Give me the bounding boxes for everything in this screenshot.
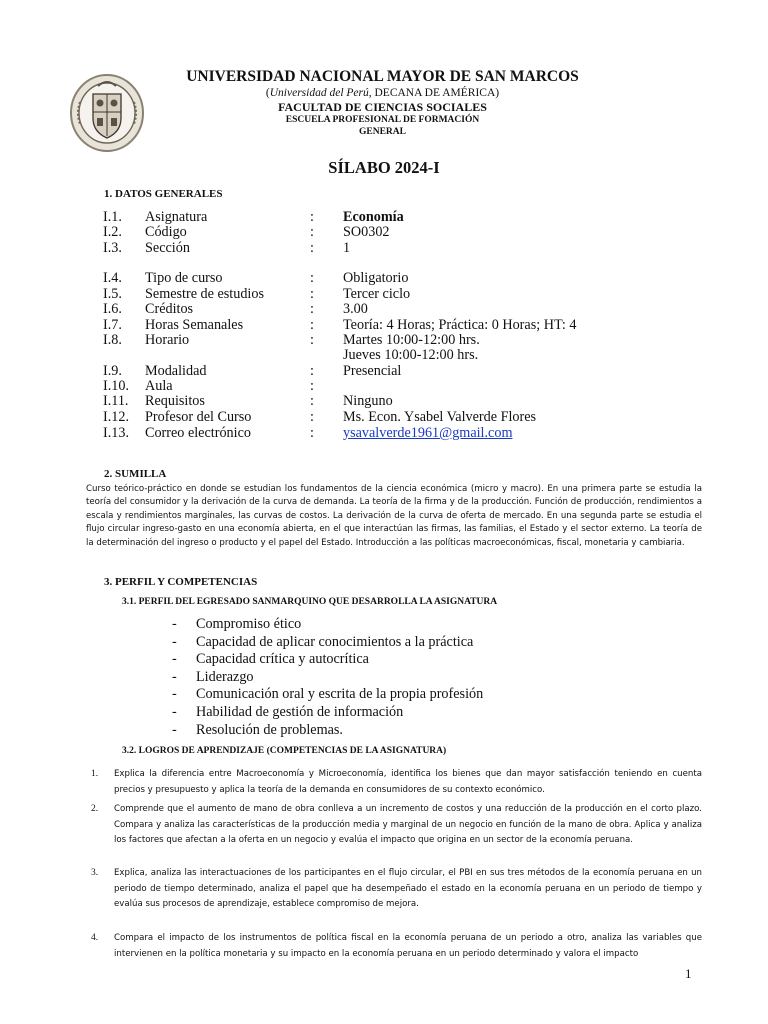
datos-row-label: Asignatura [145,209,208,225]
logro-number: 2. [91,804,99,814]
dash-bullet: - [172,668,177,685]
faculty-name: FACULTAD DE CIENCIAS SOCIALES [278,100,487,114]
datos-row-value: Ms. Econ. Ysabel Valverde Flores [343,409,537,425]
competencia-item [172,616,483,634]
competencia-item [172,686,483,704]
dash-bullet: - [172,651,177,668]
datos-row-colon: : [310,240,314,256]
datos-row-value: Teoría: 4 Horas; Práctica: 0 Horas; HT: 4 [343,317,577,333]
datos-row-number: I.7. [103,317,122,333]
logro-number: 3. [91,868,99,878]
datos-generales-heading: 1. DATOS GENERALES [104,188,223,200]
logro-number: 1. [91,769,99,779]
page-number: 1 [685,966,692,981]
datos-row-value: Economía [343,209,404,225]
datos-row-value: Tercer ciclo [343,286,411,302]
school-name-line2: GENERAL [359,127,406,137]
datos-row-label: Tipo de curso [145,270,223,286]
competencia-item [172,704,483,722]
datos-row-value: Presencial [343,363,402,379]
datos-row-value: SO0302 [343,224,390,240]
university-subtitle: (Universidad del Perú, DECANA DE AMÉRICA) [265,87,500,99]
datos-row-label: Horas Semanales [145,317,244,333]
datos-row-colon: : [310,409,314,425]
email-link[interactable]: ysavalverde1961@gmail.com [343,425,513,441]
datos-row-colon: : [310,332,314,348]
datos-row-number: I.8. [103,332,122,348]
datos-row-label: Correo electrónico [145,425,251,441]
datos-row-value: Ninguno [343,393,393,409]
datos-row-colon: : [310,224,314,240]
logro-text: Comprende que el aumento de mano de obra conlleva a un incremento de costos y una reducción de la producción en el corto plazo. Compara y analiza las características de la producción media y marginal de un negocio en función de la mano de obra. Aplica y analiza los factores que afectan a la oferta en un negocio y evalúa el impacto que origina en un sector de la economía peruana. [114,804,702,845]
datos-row-number: I.3. [103,240,122,256]
perfil-heading: 3. PERFIL Y COMPETENCIAS [104,576,258,588]
competencia-text: Comunicación oral y escrita de la propia profesión [196,686,484,703]
university-seal [68,72,146,154]
datos-row-label: Código [145,224,187,240]
syllabus-title: SÍLABO 2024-I [328,158,440,177]
dash-bullet: - [172,721,177,738]
datos-row-colon: : [310,393,314,409]
datos-row-label: Requisitos [145,393,205,409]
logro-number: 4. [91,933,99,943]
sumilla-heading: 2. SUMILLA [104,468,167,480]
datos-row-value: 3.00 [343,301,368,317]
datos-row-colon: : [310,425,314,441]
logro-text: Compara el impacto de los instrumentos de política fiscal en la economía peruana de un periodo a otro, analiza las variables que intervienen en la política monetaria y su impacto en la economía peruana en un periodo determinado y valora el impacto [114,933,702,959]
datos-row-colon: : [310,301,314,317]
datos-row-number: I.4. [103,270,122,286]
datos-row-number: I.5. [103,286,122,302]
university-name: UNIVERSIDAD NACIONAL MAYOR DE SAN MARCOS [186,68,579,85]
datos-row-label: Semestre de estudios [145,286,264,302]
datos-row-colon: : [310,270,314,286]
logros-subheading: 3.2. LOGROS DE APRENDIZAJE (COMPETENCIAS DE LA ASIGNATURA) [122,746,447,756]
datos-row-colon: : [310,378,314,394]
dash-bullet: - [172,633,177,650]
dash-bullet: - [172,686,177,703]
competencia-text: Capacidad crítica y autocrítica [196,651,369,668]
datos-row-label: Horario [145,332,190,348]
school-name-line1: ESCUELA PROFESIONAL DE FORMACIÓN [285,115,480,125]
competencia-item [172,722,483,740]
datos-row-number: I.6. [103,301,122,317]
datos-row-label: Profesor del Curso [145,409,252,425]
competencia-text: Compromiso ético [196,616,302,632]
competencia-item [172,669,483,687]
datos-row-label: Créditos [145,301,194,317]
datos-row-colon: : [310,209,314,225]
datos-row-colon: : [310,317,314,333]
dash-bullet: - [172,616,177,632]
competencias-list [172,616,483,739]
datos-row-colon: : [310,286,314,302]
perfil-egresado-subheading: 3.1. PERFIL DEL EGRESADO SANMARQUINO QUE DESARROLLA LA ASIGNATURA [122,597,498,607]
datos-row-number: I.2. [103,224,122,240]
dash-bullet: - [172,703,177,720]
datos-row-label: Sección [145,240,190,256]
datos-row-number: I.10. [103,378,130,394]
datos-row-number: I.9. [103,363,122,379]
datos-row-number: I.1. [103,209,122,225]
datos-row-colon: : [310,363,314,379]
competencia-text: Capacidad de aplicar conocimientos a la práctica [196,633,474,650]
competencia-item [172,634,483,652]
datos-row-value: 1 [343,240,351,256]
datos-row-number: I.12. [103,409,130,425]
datos-row-value: Jueves 10:00-12:00 hrs. [343,347,479,363]
datos-row-value: Obligatorio [343,270,409,286]
datos-row-number: I.11. [103,393,129,409]
competencia-text: Liderazgo [196,668,254,685]
competencia-text: Habilidad de gestión de información [196,703,404,720]
datos-row-label: Modalidad [145,363,207,379]
datos-row-label: Aula [145,378,173,394]
logro-text: Explica la diferencia entre Macroeconomía y Microeconomía, identifica los bienes que dan mayor satisfacción teniendo en cuenta precios y presupuesto y aplica la teoría de la demanda en consumidores de su contexto económico. [114,769,702,795]
competencia-text: Resolución de problemas. [196,721,343,738]
document-header [150,68,615,138]
sumilla-text: Curso teórico-práctico en donde se estudian los fundamentos de la ciencia económica (micro y macro). En una primera parte se estudia la teoría del consumidor y la derivación de la curva de demanda. La teoría de la firma y de la producción. Función de producción, rendimientos a escala y rendimientos marginales, las curvas de costos. La derivación de la curva de oferta de mercado. En una segunda parte se estudia el flujo circular ingreso-gasto en una economía abierta, en el que interactúan las firmas, las familias, el Estado y el sector externo. La teoría de la determinación del ingreso o producto y el papel del Estado. Introducción a las políticas macroeconómicas, fiscal, monetaria y cambiaria. [86,484,702,548]
logro-text: Explica, analiza las interactuaciones de los participantes en el flujo circular, el PBI en sus tres métodos de la economía peruana en un periodo de tiempo determinado, analiza el papel que ha desempeñado el estado en la economía peruana en un periodo de tiempo y evalúa sus procesos de aprendizaje, establece compromiso de mejora. [114,868,702,909]
datos-row-value: Martes 10:00-12:00 hrs. [343,332,480,348]
datos-row-number: I.13. [103,425,130,441]
competencia-item [172,651,483,669]
